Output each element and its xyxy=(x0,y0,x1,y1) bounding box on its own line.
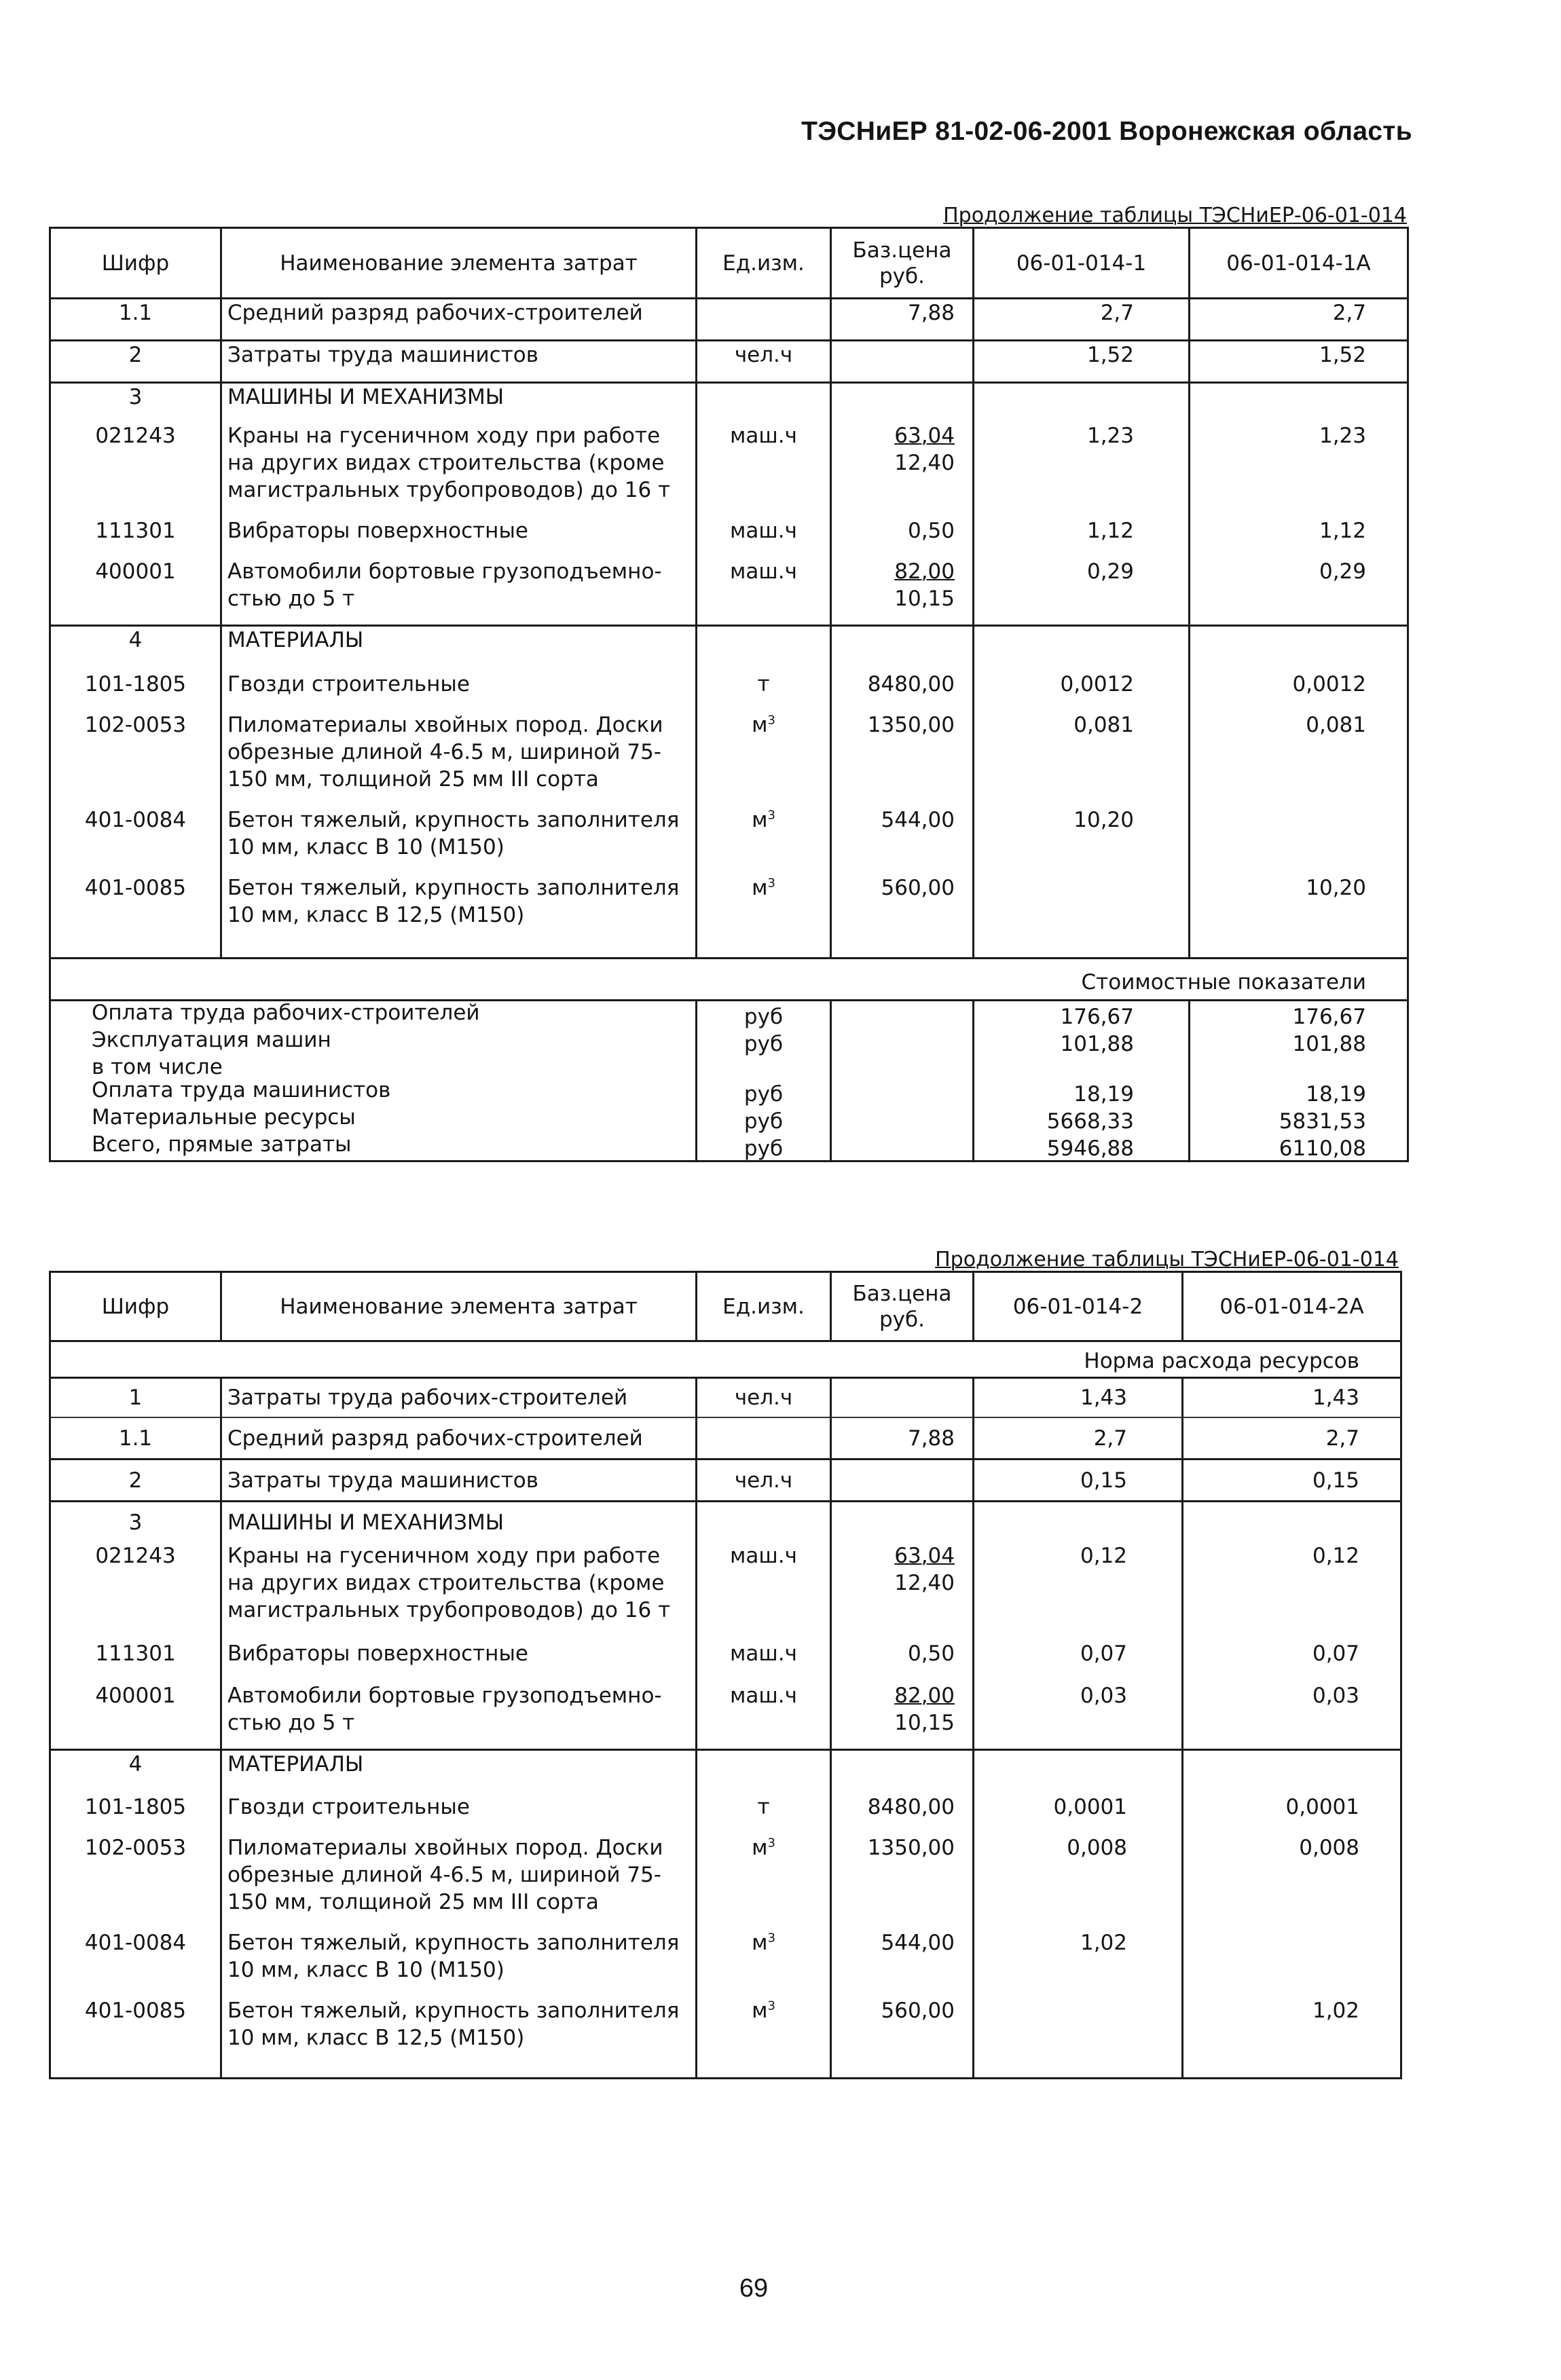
cell-value-2: 0,0001 xyxy=(1183,1793,1401,1834)
section-row xyxy=(50,383,1408,422)
price-wage: 10,15 xyxy=(894,586,955,611)
table-row xyxy=(50,558,1408,626)
norm-title: Норма расхода ресурсов xyxy=(974,1341,1401,1378)
cell-name: Затраты труда рабочих-строителей xyxy=(221,1378,697,1417)
summary-unit: руб xyxy=(697,1028,831,1056)
cell-unit: $м^3$ xyxy=(697,1929,831,1997)
summary-row xyxy=(50,1079,1408,1106)
table-row xyxy=(50,1682,1401,1750)
summary-row xyxy=(50,1028,1408,1056)
cell-value-2: 1,12 xyxy=(1190,517,1408,558)
summary-title: Стоимостные показатели xyxy=(974,959,1408,1001)
cell-code: 2 xyxy=(50,1459,221,1502)
cell-value-2: 0,07 xyxy=(1183,1640,1401,1682)
cell-value-1 xyxy=(974,1997,1183,2079)
cell-value-1: 0,12 xyxy=(974,1542,1183,1640)
col-header-code: Шифр xyxy=(50,1272,221,1341)
cell-value-2: 1,52 xyxy=(1190,341,1408,383)
cell-value-1: 1,52 xyxy=(974,341,1190,383)
table-row xyxy=(50,1378,1401,1417)
summary-label: Оплата труда рабочих-строителей xyxy=(50,1001,697,1029)
cell-name: Краны на гусеничном ходу при работе на других видах строительства (кроме магистральных трубопроводов) до 16 т xyxy=(221,1542,697,1640)
section-row xyxy=(50,1750,1401,1793)
cell-value-1: 0,03 xyxy=(974,1682,1183,1750)
table-row xyxy=(50,806,1408,874)
cell-value-1: 1,23 xyxy=(974,422,1190,517)
cell-value-1: 2,7 xyxy=(974,299,1190,341)
cell-value-2 xyxy=(1183,1929,1401,1997)
cell-value-1: 0,0001 xyxy=(974,1793,1183,1834)
table-row xyxy=(50,1997,1401,2079)
col-header-unit: Ед.изм. xyxy=(697,228,831,299)
cell-code: 401-0085 xyxy=(50,874,221,959)
cell-unit: маш.ч xyxy=(697,1542,831,1640)
cell-price xyxy=(831,422,974,517)
summary-value-1: 176,67 xyxy=(974,1001,1190,1029)
cell-code: 3 xyxy=(50,1502,221,1542)
cell-price: 1350,00 xyxy=(831,711,974,806)
cell-price xyxy=(831,1459,974,1502)
cell-value-2: 2,7 xyxy=(1183,1417,1401,1459)
cell-name: Бетон тяжелый, крупность заполнителя 10 мм, класс В 12,5 (М150) xyxy=(221,874,697,959)
col-header-value-2: 06-01-014-1А xyxy=(1190,228,1408,299)
cell-unit: $м^3$ xyxy=(697,874,831,959)
cell-code: 4 xyxy=(50,1750,221,1793)
cell-price xyxy=(831,558,974,626)
cell-unit: чел.ч xyxy=(697,1459,831,1502)
table-row xyxy=(50,1834,1401,1929)
cell-code: 1.1 xyxy=(50,299,221,341)
cell-unit: $м^3$ xyxy=(697,1997,831,2079)
col-header-value-1: 06-01-014-2 xyxy=(974,1272,1183,1341)
table-row xyxy=(50,1929,1401,1997)
summary-label: в том числе xyxy=(50,1056,697,1079)
cell-code: 3 xyxy=(50,383,221,422)
cell-price xyxy=(831,1378,974,1417)
cell-value-2: 0,03 xyxy=(1183,1682,1401,1750)
cell-unit: маш.ч xyxy=(697,1640,831,1682)
table-row xyxy=(50,671,1408,711)
cell-price: 560,00 xyxy=(831,874,974,959)
cell-name: Гвозди строительные xyxy=(221,671,697,711)
price-main: 82,00 xyxy=(894,559,955,584)
summary-title-row xyxy=(50,959,1408,1001)
table-row xyxy=(50,422,1408,517)
col-header-name: Наименование элемента затрат xyxy=(221,228,697,299)
cell-value-1: 10,20 xyxy=(974,806,1190,874)
cell-name: Вибраторы поверхностные xyxy=(221,517,697,558)
col-header-value-2: 06-01-014-2А xyxy=(1183,1272,1401,1341)
summary-value-1: 5668,33 xyxy=(974,1106,1190,1133)
price-wage: 12,40 xyxy=(894,450,955,475)
cell-value-2: 1,02 xyxy=(1183,1997,1401,2079)
cell-code: 102-0053 xyxy=(50,711,221,806)
cell-value-2: 2,7 xyxy=(1190,299,1408,341)
cell-unit: маш.ч xyxy=(697,1682,831,1750)
table-row xyxy=(50,1640,1401,1682)
cell-price: 8480,00 xyxy=(831,671,974,711)
summary-label: Материальные ресурсы xyxy=(50,1106,697,1133)
cell-unit: маш.ч xyxy=(697,422,831,517)
summary-unit: руб xyxy=(697,1001,831,1029)
cell-price: 544,00 xyxy=(831,806,974,874)
table2-caption: Продолжение таблицы ТЭСНиЕР-06-01-014 xyxy=(935,1248,1399,1271)
cell-value-2: 0,008 xyxy=(1183,1834,1401,1929)
cell-value-2: 0,12 xyxy=(1183,1542,1401,1640)
cell-value-1 xyxy=(974,874,1190,959)
cell-name: Бетон тяжелый, крупность заполнителя 10 мм, класс В 10 (М150) xyxy=(221,806,697,874)
cell-price: 544,00 xyxy=(831,1929,974,1997)
summary-row xyxy=(50,1133,1408,1161)
cell-code: 111301 xyxy=(50,517,221,558)
summary-value-1: 5946,88 xyxy=(974,1133,1190,1161)
cell-price: 560,00 xyxy=(831,1997,974,2079)
table-row xyxy=(50,1459,1401,1502)
cell-name: Средний разряд рабочих-строителей xyxy=(221,299,697,341)
section-row xyxy=(50,626,1408,671)
summary-value-1: 101,88 xyxy=(974,1028,1190,1056)
cell-code: 102-0053 xyxy=(50,1834,221,1929)
cell-code: 021243 xyxy=(50,1542,221,1640)
cell-name: Автомобили бортовые грузоподъемно-стью до 5 т xyxy=(221,1682,697,1750)
summary-value-2: 5831,53 xyxy=(1190,1106,1408,1133)
cell-name: Бетон тяжелый, крупность заполнителя 10 мм, класс В 10 (М150) xyxy=(221,1929,697,1997)
table-row xyxy=(50,1542,1401,1640)
section-title: МАТЕРИАЛЫ xyxy=(221,626,697,671)
cell-value-2: 0,15 xyxy=(1183,1459,1401,1502)
col-header-unit: Ед.изм. xyxy=(697,1272,831,1341)
page-header-title: ТЭСНиЕР 81-02-06-2001 Воронежская область xyxy=(801,117,1412,146)
cell-code: 111301 xyxy=(50,1640,221,1682)
cell-code: 1 xyxy=(50,1378,221,1417)
cell-price xyxy=(831,1542,974,1640)
cell-value-1: 0,081 xyxy=(974,711,1190,806)
cell-value-2: 1,23 xyxy=(1190,422,1408,517)
col-header-name: Наименование элемента затрат xyxy=(221,1272,697,1341)
cell-code: 101-1805 xyxy=(50,1793,221,1834)
cell-name: Вибраторы поверхностные xyxy=(221,1640,697,1682)
cell-unit: т xyxy=(697,671,831,711)
col-header-value-1: 06-01-014-1 xyxy=(974,228,1190,299)
cell-value-2: 1,43 xyxy=(1183,1378,1401,1417)
cell-unit: $м^3$ xyxy=(697,1834,831,1929)
cell-value-1: 0,29 xyxy=(974,558,1190,626)
cell-unit: маш.ч xyxy=(697,558,831,626)
summary-value-1: 18,19 xyxy=(974,1079,1190,1106)
summary-value-2: 176,67 xyxy=(1190,1001,1408,1029)
cell-name: Затраты труда машинистов xyxy=(221,1459,697,1502)
table1-caption: Продолжение таблицы ТЭСНиЕР-06-01-014 xyxy=(943,204,1407,227)
cell-value-2: 0,0012 xyxy=(1190,671,1408,711)
cell-code: 401-0084 xyxy=(50,806,221,874)
summary-unit: руб xyxy=(697,1106,831,1133)
cell-price: 0,50 xyxy=(831,517,974,558)
cell-name: Пиломатериалы хвойных пород. Доски обрезные длиной 4-6.5 м, шириной 75-150 мм, толщиной 25 мм III сорта xyxy=(221,711,697,806)
section-title: МАТЕРИАЛЫ xyxy=(221,1750,697,1793)
cell-code: 400001 xyxy=(50,1682,221,1750)
summary-value-2: 6110,08 xyxy=(1190,1133,1408,1161)
price-wage: 10,15 xyxy=(894,1710,955,1735)
page-number: 69 xyxy=(739,2274,769,2303)
section-row xyxy=(50,1502,1401,1542)
cell-value-1: 0,07 xyxy=(974,1640,1183,1682)
summary-label: Всего, прямые затраты xyxy=(50,1133,697,1161)
cell-name: Автомобили бортовые грузоподъемно-стью до 5 т xyxy=(221,558,697,626)
cell-code: 101-1805 xyxy=(50,671,221,711)
cell-name: Бетон тяжелый, крупность заполнителя 10 мм, класс В 12,5 (М150) xyxy=(221,1997,697,2079)
col-header-price: Баз.цена руб. xyxy=(831,1272,974,1341)
price-main: 82,00 xyxy=(894,1683,955,1708)
cell-price: 7,88 xyxy=(831,299,974,341)
summary-unit: руб xyxy=(697,1133,831,1161)
norm-title-row xyxy=(50,1341,1401,1378)
cell-value-1: 1,12 xyxy=(974,517,1190,558)
cell-value-1: 0,008 xyxy=(974,1834,1183,1929)
table-row xyxy=(50,1417,1401,1459)
cell-code: 4 xyxy=(50,626,221,671)
col-header-code: Шифр xyxy=(50,228,221,299)
table-row xyxy=(50,711,1408,806)
table-row xyxy=(50,874,1408,959)
cell-value-1: 0,0012 xyxy=(974,671,1190,711)
cell-unit xyxy=(697,299,831,341)
cell-value-1: 2,7 xyxy=(974,1417,1183,1459)
cell-unit: $м^3$ xyxy=(697,711,831,806)
summary-value-2: 18,19 xyxy=(1190,1079,1408,1106)
table-row xyxy=(50,1793,1401,1834)
cell-code: 401-0084 xyxy=(50,1929,221,1997)
summary-label: Оплата труда машинистов xyxy=(50,1079,697,1106)
cell-value-2: 10,20 xyxy=(1190,874,1408,959)
cell-name: Затраты труда машинистов xyxy=(221,341,697,383)
cell-name: Гвозди строительные xyxy=(221,1793,697,1834)
summary-value-2: 101,88 xyxy=(1190,1028,1408,1056)
resource-table-2 xyxy=(49,1271,1402,2079)
cell-name: Краны на гусеничном ходу при работе на других видах строительства (кроме магистральных трубопроводов) до 16 т xyxy=(221,422,697,517)
cell-price xyxy=(831,341,974,383)
cell-code: 401-0085 xyxy=(50,1997,221,2079)
cell-code: 021243 xyxy=(50,422,221,517)
section-title: МАШИНЫ И МЕХАНИЗМЫ xyxy=(221,1502,697,1542)
cell-name: Средний разряд рабочих-строителей xyxy=(221,1417,697,1459)
cell-unit: чел.ч xyxy=(697,1378,831,1417)
col-header-price: Баз.цена руб. xyxy=(831,228,974,299)
table-row xyxy=(50,341,1408,383)
cell-price: 0,50 xyxy=(831,1640,974,1682)
cell-value-1: 0,15 xyxy=(974,1459,1183,1502)
cell-price xyxy=(831,1682,974,1750)
summary-row xyxy=(50,1056,1408,1079)
cell-unit: т xyxy=(697,1793,831,1834)
summary-unit: руб xyxy=(697,1079,831,1106)
cell-name: Пиломатериалы хвойных пород. Доски обрезные длиной 4-6.5 м, шириной 75-150 мм, толщиной 25 мм III сорта xyxy=(221,1834,697,1929)
cell-unit xyxy=(697,1417,831,1459)
resource-table-1 xyxy=(49,227,1409,1162)
section-title: МАШИНЫ И МЕХАНИЗМЫ xyxy=(221,383,697,422)
cell-code: 2 xyxy=(50,341,221,383)
summary-row xyxy=(50,1106,1408,1133)
price-wage: 12,40 xyxy=(894,1570,955,1595)
cell-unit: маш.ч xyxy=(697,517,831,558)
cell-value-2 xyxy=(1190,806,1408,874)
cell-value-2: 0,081 xyxy=(1190,711,1408,806)
cell-code: 1.1 xyxy=(50,1417,221,1459)
summary-row xyxy=(50,1001,1408,1029)
cell-price: 8480,00 xyxy=(831,1793,974,1834)
table-row xyxy=(50,299,1408,341)
cell-price: 7,88 xyxy=(831,1417,974,1459)
cell-unit: $м^3$ xyxy=(697,806,831,874)
cell-unit: чел.ч xyxy=(697,341,831,383)
cell-price: 1350,00 xyxy=(831,1834,974,1929)
price-main: 63,04 xyxy=(894,423,955,448)
summary-label: Эксплуатация машин xyxy=(50,1028,697,1056)
cell-value-2: 0,29 xyxy=(1190,558,1408,626)
cell-code: 400001 xyxy=(50,558,221,626)
table-row xyxy=(50,517,1408,558)
price-main: 63,04 xyxy=(894,1543,955,1568)
cell-value-1: 1,43 xyxy=(974,1378,1183,1417)
cell-value-1: 1,02 xyxy=(974,1929,1183,1997)
